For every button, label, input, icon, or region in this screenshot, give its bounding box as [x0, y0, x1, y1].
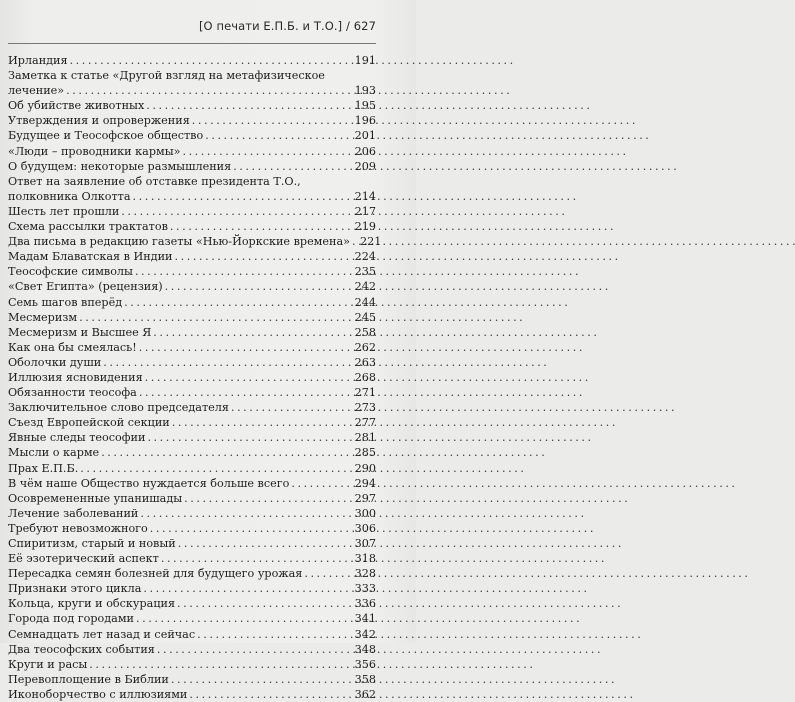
toc-entry-title: Месмеризм и Высшее Я	[8, 325, 152, 339]
toc-entry	[8, 491, 376, 506]
toc-entry	[8, 204, 376, 219]
toc-page-number: 196	[354, 114, 376, 128]
toc-page-number: 235	[354, 265, 376, 279]
toc-entry	[8, 113, 376, 128]
dot-leader	[170, 219, 353, 234]
toc-entry	[8, 461, 376, 476]
toc-entry-title: Будущее и Теософское общество	[8, 129, 204, 143]
toc-entry	[8, 476, 376, 491]
dot-leader	[165, 279, 353, 294]
toc-entry-title: Ирландия	[8, 54, 68, 67]
dot-leader	[291, 476, 352, 491]
toc-row	[8, 536, 376, 551]
toc-row	[8, 461, 376, 476]
toc-page-number: 201	[354, 129, 376, 143]
toc-row	[8, 657, 376, 672]
toc-page-number: 290	[354, 461, 376, 475]
toc-page-number: 318	[354, 552, 376, 566]
dot-leader	[133, 189, 353, 204]
dot-leader	[189, 687, 352, 702]
dot-leader	[177, 596, 353, 611]
toc-page-number: 214	[354, 189, 376, 203]
dot-leader	[304, 566, 352, 581]
toc-row	[8, 596, 376, 611]
toc-entry-title: Пересадка семян болезней для будущего урожая	[8, 567, 303, 581]
toc-row	[8, 627, 376, 642]
toc-page-number: 356	[354, 657, 376, 671]
toc-entry	[8, 521, 376, 536]
dot-leader	[145, 370, 353, 385]
toc-entry	[8, 627, 376, 642]
toc-entry-title: О будущем: некоторые размышления	[8, 159, 232, 173]
toc-entry-title: Явные следы теософии	[8, 431, 146, 445]
toc-entry-title: Города под городами	[8, 612, 135, 626]
toc-page-number: 191	[354, 54, 376, 67]
toc-row	[8, 521, 376, 536]
toc-entry	[8, 234, 382, 249]
dot-leader	[139, 340, 353, 355]
toc-row	[8, 491, 376, 506]
toc-page-number: 193	[354, 84, 376, 98]
toc-page-number: 342	[354, 627, 376, 641]
toc-row	[8, 144, 376, 159]
toc-row	[8, 249, 376, 264]
toc-page-number: 224	[354, 250, 376, 264]
toc-row	[8, 113, 376, 128]
toc-row	[8, 325, 376, 340]
toc-page-number: 328	[354, 567, 376, 581]
dot-leader	[103, 355, 352, 370]
dot-leader	[161, 551, 353, 566]
toc-entry	[8, 264, 376, 279]
toc-entry	[8, 551, 376, 566]
toc-row	[8, 128, 376, 143]
toc-row	[8, 672, 376, 687]
toc-entry-title: Съезд Европейской секции	[8, 416, 170, 430]
dot-leader	[150, 521, 353, 536]
toc-row	[8, 340, 376, 355]
toc-entry	[8, 159, 376, 174]
toc-page-number: 219	[354, 220, 376, 234]
toc-row	[8, 581, 376, 596]
toc-entry	[8, 53, 376, 68]
toc-entry	[8, 355, 376, 370]
dot-leader	[121, 204, 352, 219]
dot-leader	[147, 430, 352, 445]
toc-entry	[8, 642, 376, 657]
toc-entry	[8, 430, 376, 445]
toc-row	[8, 445, 376, 460]
toc-page-number: 217	[354, 204, 376, 218]
toc-page-number: 244	[354, 295, 376, 309]
toc-page-number: 271	[354, 386, 376, 400]
toc-row	[8, 189, 376, 204]
toc-row	[8, 566, 376, 581]
toc-page-number: 358	[354, 672, 376, 686]
toc-page-number: 245	[354, 310, 376, 324]
dot-leader	[146, 98, 352, 113]
toc-row	[8, 98, 376, 113]
header-rule	[8, 43, 376, 44]
dot-leader	[70, 53, 353, 68]
toc-entry	[8, 400, 376, 415]
dot-leader	[101, 445, 352, 460]
toc-entry-title: Спиритизм, старый и новый	[8, 537, 176, 550]
toc-entry	[8, 506, 376, 521]
toc-entry-title-line1: Ответ на заявление об отставке президента Т.О.,	[8, 174, 301, 188]
toc-entry-title: «Свет Египта» (рецензия)	[8, 280, 163, 294]
dot-leader	[175, 249, 353, 264]
dot-leader	[197, 627, 353, 642]
toc-page-number: 206	[354, 144, 376, 158]
dot-leader	[136, 611, 353, 626]
toc-entry	[8, 310, 376, 325]
toc-entry	[8, 566, 376, 581]
toc-entry-title: Перевоплощение в Библии	[8, 672, 169, 686]
toc-page-number: 294	[354, 476, 376, 490]
toc-page-number: 362	[354, 687, 376, 701]
toc-row	[8, 370, 376, 385]
toc-entry-title: полковника Олкотта	[8, 189, 131, 203]
toc-page-number: 242	[354, 280, 376, 294]
toc-entry	[8, 128, 376, 143]
toc-row	[8, 687, 376, 702]
toc-entry	[8, 657, 376, 672]
toc-page-number: 348	[354, 642, 376, 656]
toc-entry-title: Семь шагов вперёд	[8, 295, 123, 309]
toc-page-number: 341	[354, 612, 376, 626]
toc-entry-title: Два письма в редакцию газеты «Нью-Йоркские времена»	[8, 235, 350, 249]
dot-leader	[140, 506, 352, 521]
toc-entry	[8, 385, 376, 400]
toc-entry-title: Прах Е.П.Б.	[8, 461, 79, 475]
toc-entry-title: Признаки этого цикла	[8, 582, 142, 596]
toc-entry	[8, 340, 376, 355]
toc-entry-title: Осовремененные упанишады	[8, 491, 183, 505]
toc-entry-title: Месмеризм	[8, 310, 78, 324]
toc-page-number: 281	[354, 431, 376, 445]
toc-entry-title: Мысли о карме	[8, 446, 100, 460]
toc-entry-title: Семнадцать лет назад и сейчас	[8, 627, 196, 641]
toc-page-number: 262	[354, 340, 376, 354]
toc-entry-title: Заключительное слово председателя	[8, 401, 229, 415]
toc-entry-title: Обязанности теософа	[8, 386, 137, 400]
toc-entry	[8, 249, 376, 264]
toc-row	[8, 415, 376, 430]
toc-page-number: 195	[354, 99, 376, 113]
toc-entry-title: Кольца, круги и обскурация	[8, 597, 176, 611]
toc-entry-title: Как она бы смеялась!	[8, 340, 137, 354]
dot-leader	[66, 83, 353, 98]
table-of-contents	[8, 53, 382, 702]
dot-leader	[231, 400, 353, 415]
toc-row	[8, 295, 376, 310]
toc-entry	[8, 596, 376, 611]
toc-row	[8, 204, 376, 219]
dot-leader	[205, 128, 352, 143]
toc-row	[8, 53, 376, 68]
toc-page-number: 258	[354, 325, 376, 339]
toc-row	[8, 642, 376, 657]
toc-row	[8, 355, 376, 370]
toc-row	[8, 83, 376, 98]
toc-page-number: 297	[354, 491, 376, 505]
toc-page-number: 336	[354, 597, 376, 611]
toc-entry	[8, 68, 376, 98]
toc-row	[8, 430, 376, 445]
dot-leader	[139, 385, 353, 400]
dot-leader	[135, 264, 353, 279]
toc-page-number: 273	[354, 401, 376, 415]
toc-entry-title: Оболочки души	[8, 355, 102, 369]
toc-page-number: 306	[354, 521, 376, 535]
toc-entry	[8, 536, 376, 551]
toc-page-number: 333	[354, 582, 376, 596]
toc-entry-title: Два теософских события	[8, 642, 155, 656]
toc-row	[8, 219, 376, 234]
toc-entry-title: Её эзотерический аспект	[8, 552, 159, 566]
toc-entry	[8, 98, 376, 113]
dot-leader	[79, 310, 353, 325]
toc-row	[8, 551, 376, 566]
toc-entry-title: Об убийстве животных	[8, 99, 145, 113]
toc-row	[8, 264, 376, 279]
toc-entry	[8, 295, 376, 310]
toc-page-number: 221	[359, 235, 382, 249]
toc-entry-title: В чём наше Общество нуждается больше всего	[8, 476, 290, 490]
dot-leader	[192, 113, 353, 128]
toc-page-number: 307	[354, 537, 376, 550]
dot-leader	[182, 144, 352, 159]
dot-leader	[124, 295, 353, 310]
toc-page-number: 268	[354, 370, 376, 384]
toc-entry	[8, 687, 376, 702]
toc-row	[8, 506, 376, 521]
dot-leader	[233, 159, 352, 174]
toc-entry-title-line1: Заметка к статье «Другой взгляд на метафизическое	[8, 69, 325, 83]
toc-entry-title: Теософские символы	[8, 265, 133, 279]
toc-entry	[8, 672, 376, 687]
dot-leader	[352, 234, 358, 249]
dot-leader	[153, 325, 352, 340]
dot-leader	[157, 642, 353, 657]
toc-entry-title: лечение»	[8, 84, 65, 98]
toc-entry-title: Круги и расы	[8, 657, 88, 671]
toc-page-number: 209	[354, 159, 376, 173]
toc-entry	[8, 611, 376, 626]
dot-leader	[172, 415, 353, 430]
toc-row	[8, 310, 376, 325]
toc-entry	[8, 581, 376, 596]
toc-entry-title: Лечение заболеваний	[8, 506, 139, 520]
toc-row	[8, 611, 376, 626]
toc-entry-title: Мадам Блаватская в Индии	[8, 250, 173, 264]
toc-entry	[8, 370, 376, 385]
toc-page-number: 285	[354, 446, 376, 460]
toc-row	[8, 385, 376, 400]
toc-page-number: 263	[354, 355, 376, 369]
toc-entry	[8, 174, 376, 204]
toc-row	[8, 279, 376, 294]
toc-row	[8, 476, 376, 491]
toc-entry-title: Иконоборчество с иллюзиями	[8, 687, 188, 701]
dot-leader	[178, 536, 353, 551]
toc-page-number: 300	[354, 506, 376, 520]
running-head: [О печати Е.П.Б. и Т.О.] / 627	[198, 19, 376, 33]
toc-entry	[8, 445, 376, 460]
dot-leader	[89, 657, 352, 672]
dot-leader	[80, 461, 352, 476]
toc-row	[8, 159, 376, 174]
toc-page-number: 277	[354, 416, 376, 430]
toc-row	[8, 400, 376, 415]
toc-entry	[8, 279, 376, 294]
toc-entry-title: Схема рассылки трактатов	[8, 220, 168, 234]
toc-entry	[8, 219, 376, 234]
toc-entry-title: Иллюзия ясновидения	[8, 370, 143, 384]
toc-entry	[8, 144, 376, 159]
toc-entry	[8, 325, 376, 340]
toc-entry-title: «Люди – проводники кармы»	[8, 144, 181, 158]
toc-row	[8, 234, 382, 249]
toc-entry-title: Шесть лет прошли	[8, 204, 120, 218]
dot-leader	[171, 672, 353, 687]
toc-entry-title: Требуют невозможного	[8, 521, 148, 535]
dot-leader	[143, 581, 352, 596]
toc-entry-title: Утверждения и опровержения	[8, 114, 190, 128]
toc-entry	[8, 415, 376, 430]
dot-leader	[184, 491, 353, 506]
